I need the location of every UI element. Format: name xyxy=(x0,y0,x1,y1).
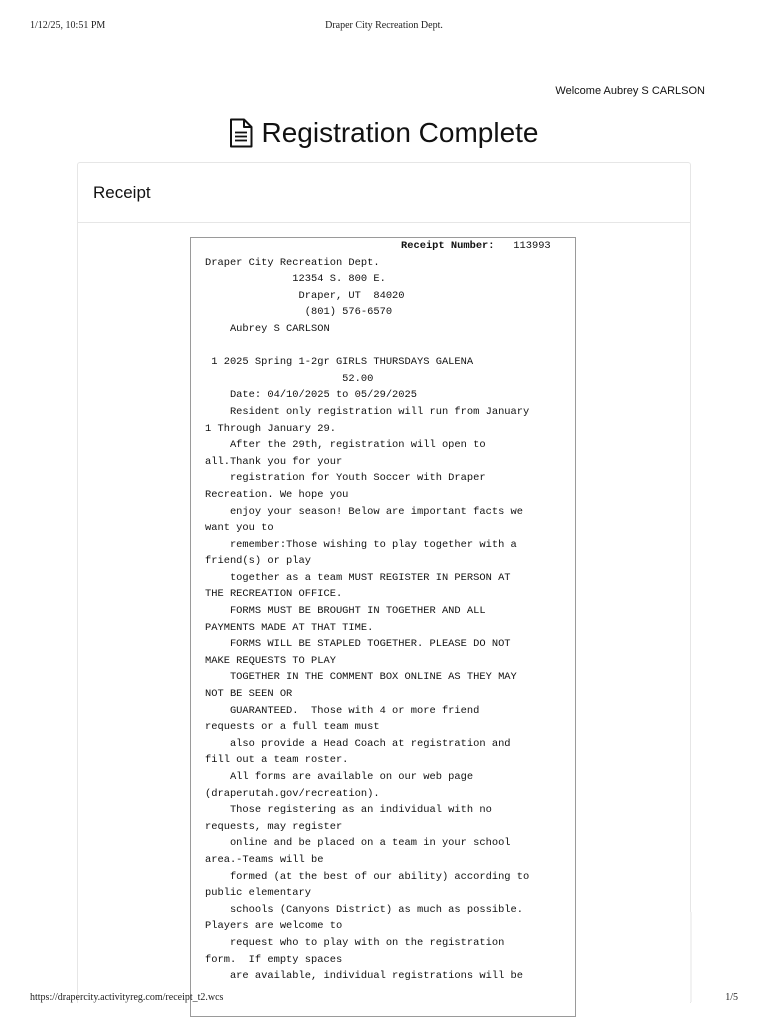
receipt-line: together as a team MUST REGISTER IN PERSON AT xyxy=(205,571,511,584)
receipt-line: are available, individual registrations will be xyxy=(205,970,524,983)
receipt-number-label: Receipt Number: xyxy=(401,240,495,252)
receipt-line: FORMS WILL BE STAPLED TOGETHER. PLEASE DO NOT xyxy=(205,638,511,651)
receipt-line: request who to play with on the registration xyxy=(205,936,505,949)
receipt-line: 52.00 xyxy=(205,372,374,385)
receipt-line: Draper City Recreation Dept. xyxy=(205,256,380,269)
receipt-line: THE RECREATION OFFICE. xyxy=(205,588,343,601)
receipt-line: want you to xyxy=(205,522,274,535)
receipt-number: 113993 xyxy=(513,240,551,252)
receipt-line: 1 2025 Spring 1-2gr GIRLS THURSDAYS GALENA xyxy=(205,356,474,369)
receipt-line: After the 29th, registration will open to xyxy=(205,439,486,452)
receipt-line: Recreation. We hope you xyxy=(205,488,349,501)
receipt-line: fill out a team roster. xyxy=(205,754,349,767)
receipt-line: schools (Canyons District) as much as possible. xyxy=(205,903,524,916)
receipt-line: 12354 S. 800 E. xyxy=(205,273,386,286)
receipt-line: (801) 576-6570 xyxy=(205,306,393,319)
receipt-line: public elementary xyxy=(205,887,312,900)
receipt-line: friend(s) or play xyxy=(205,555,312,568)
print-header xyxy=(30,20,738,34)
receipt-line: PAYMENTS MADE AT THAT TIME. xyxy=(205,621,374,634)
receipt-line xyxy=(205,338,575,355)
scrollbar-track[interactable] xyxy=(690,912,692,1002)
receipt-line: TOGETHER IN THE COMMENT BOX ONLINE AS THEY MAY xyxy=(205,671,517,684)
print-url: https://drapercity.activityreg.com/receipt_t2.wcs xyxy=(30,992,224,1003)
receipt-line: Aubrey S CARLSON xyxy=(205,322,330,335)
receipt-line: Resident only registration will run from January xyxy=(205,405,530,418)
receipt-number-line xyxy=(205,238,575,255)
print-datetime: 1/12/25, 10:51 PM xyxy=(30,20,106,31)
card-title: Receipt xyxy=(93,182,151,202)
receipt-text-box xyxy=(190,237,576,1017)
receipt-body xyxy=(205,255,575,985)
card-header xyxy=(78,163,690,223)
receipt-line: All forms are available on our web page xyxy=(205,771,474,783)
receipt-line: Those registering as an individual with no xyxy=(205,804,492,817)
receipt-line: registration for Youth Soccer with Draper xyxy=(205,472,486,485)
page-title-text: Registration Complete xyxy=(261,117,539,148)
receipt-line: formed (at the best of our ability) according to xyxy=(205,870,530,883)
page-title xyxy=(0,117,768,149)
receipt-line: (draperutah.gov/recreation). xyxy=(205,787,380,800)
receipt-line: FORMS MUST BE BROUGHT IN TOGETHER AND ALL xyxy=(205,605,486,618)
print-footer xyxy=(30,992,738,1006)
receipt-line: all.Thank you for your xyxy=(205,455,343,468)
receipt-line: Date: 04/10/2025 to 05/29/2025 xyxy=(205,389,418,402)
receipt-line: Players are welcome to xyxy=(205,920,343,933)
receipt-line: Draper, UT 84020 xyxy=(205,289,405,302)
receipt-line: online and be placed on a team in your school xyxy=(205,837,511,850)
receipt-card xyxy=(77,162,691,1003)
receipt-line: requests, may register xyxy=(205,820,343,833)
print-page-title: Draper City Recreation Dept. xyxy=(325,20,443,31)
receipt-line: MAKE REQUESTS TO PLAY xyxy=(205,654,336,667)
receipt-line: remember:Those wishing to play together with a xyxy=(205,538,517,551)
receipt-line: also provide a Head Coach at registration and xyxy=(205,737,511,750)
receipt-line: area.-Teams will be xyxy=(205,853,324,866)
print-page-number: 1/5 xyxy=(725,992,738,1003)
receipt-line: enjoy your season! Below are important facts we xyxy=(205,505,524,518)
receipt-line: 1 Through January 29. xyxy=(205,422,336,435)
receipt-line: requests or a full team must xyxy=(205,721,380,734)
welcome-message: Welcome Aubrey S CARLSON xyxy=(555,85,705,97)
receipt-line: GUARANTEED. Those with 4 or more friend xyxy=(205,704,480,717)
document-icon xyxy=(229,118,253,148)
receipt-line: form. If empty spaces xyxy=(205,953,343,966)
receipt-line: NOT BE SEEN OR xyxy=(205,688,293,701)
